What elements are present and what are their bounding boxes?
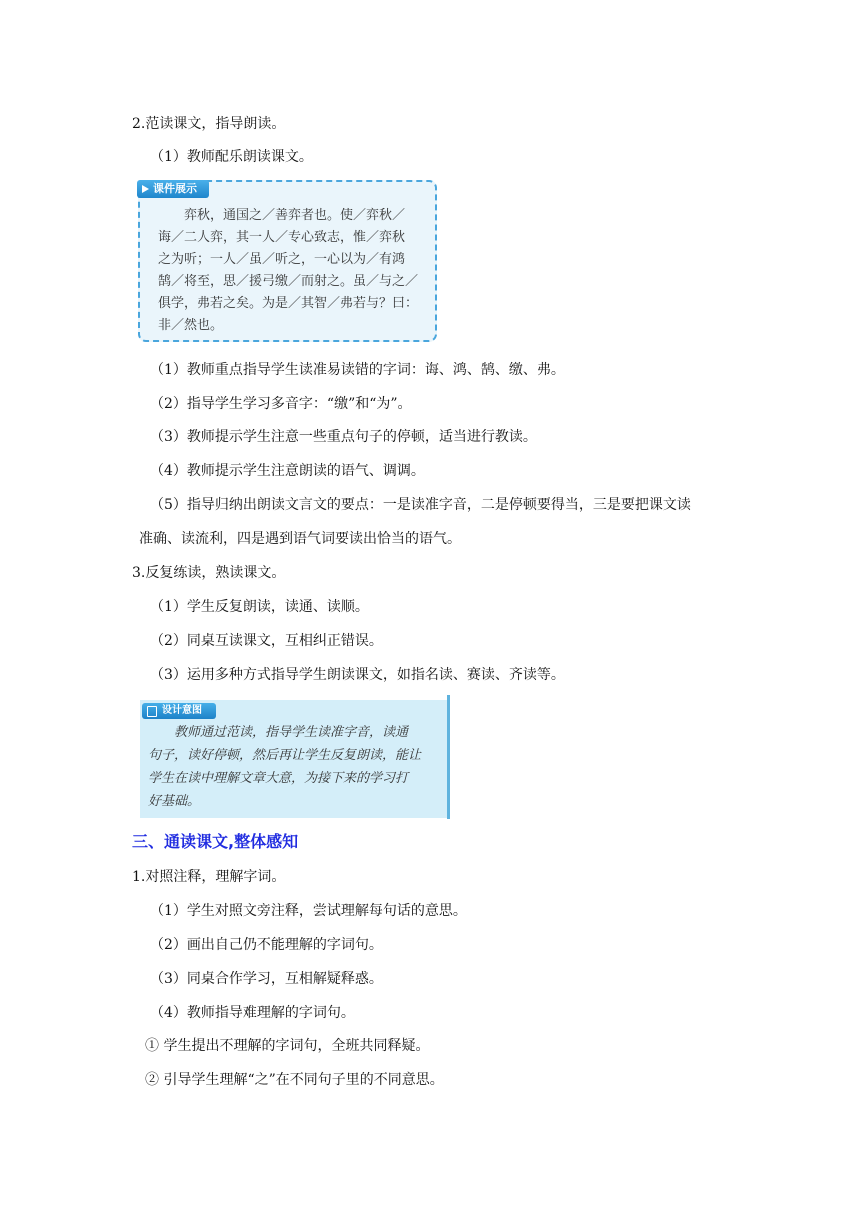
section3-item-3: （3）同桌合作学习，互相解疑释惑。 <box>150 971 383 987</box>
courseware-line: 诲／二人弈，其一人／专心致志，惟／弈秋 <box>158 230 406 245</box>
section3-step-1-title: 1.对照注释，理解字词。 <box>132 869 286 885</box>
play-triangle-icon <box>142 185 149 193</box>
step-2-detail-4: （4）教师提示学生注意朗读的语气、调调。 <box>150 463 425 479</box>
step-3-item-2: （2）同桌互读课文，互相纠正错误。 <box>150 633 383 649</box>
step-2-detail-5: （5）指导归纳出朗读文言文的要点：一是读准字音，二是停顿要得当，三是要把课文读 <box>150 497 691 513</box>
section3-circled-2: ② 引导学生理解“之”在不同句子里的不同意思。 <box>145 1072 444 1088</box>
section3-item-4: （4）教师指导难理解的字词句。 <box>150 1005 355 1021</box>
step-2-detail-5-cont: 准确、读流利，四是遇到语气词要读出恰当的语气。 <box>139 531 461 547</box>
step-3-item-3: （3）运用多种方式指导学生朗读课文，如指名读、赛读、齐读等。 <box>150 667 565 683</box>
section3-circled-1: ① 学生提出不理解的字词句，全班共同释疑。 <box>145 1038 430 1054</box>
design-intent-text <box>148 721 443 813</box>
design-intent-line: 教师通过范读，指导学生读准字音，读通 <box>174 725 409 740</box>
design-intent-line: 好基础。 <box>148 794 201 809</box>
design-intent-tag-label: 设计意图 <box>162 705 202 716</box>
step-2-detail-2: （2）指导学生学习多音字：“缴”和“为”。 <box>150 396 412 412</box>
courseware-line: 俱学，弗若之矣。为是／其智／弗若与？曰： <box>158 296 419 311</box>
design-intent-bar <box>447 695 450 819</box>
step-2-title: 2.范读课文，指导朗读。 <box>132 116 286 132</box>
section3-item-1: （1）学生对照文旁注释，尝试理解每句话的意思。 <box>150 903 467 919</box>
step-2-detail-1: （1）教师重点指导学生读准易读错的字词：诲、鸿、鹄、缴、弗。 <box>150 362 565 378</box>
step-3-item-1: （1）学生反复朗读，读通、读顺。 <box>150 599 369 615</box>
courseware-line: 非／然也。 <box>158 318 224 333</box>
section3-item-2: （2）画出自己仍不能理解的字词句。 <box>150 937 383 953</box>
section-heading: 三、通读课文,整体感知 <box>132 832 299 851</box>
design-intent-line: 句子，读好停顿，然后再让学生反复朗读，能让 <box>148 748 422 763</box>
step-2-item-1: （1）教师配乐朗读课文。 <box>150 149 313 165</box>
courseware-line: 鹄／将至，思／援弓缴／而射之。虽／与之／ <box>158 274 419 289</box>
clipboard-icon <box>147 706 157 717</box>
step-3-title: 3.反复练读，熟读课文。 <box>132 565 286 581</box>
design-intent-tag <box>142 703 216 719</box>
design-intent-line: 学生在读中理解文章大意，为接下来的学习打 <box>148 771 409 786</box>
courseware-tag <box>137 180 209 198</box>
courseware-line: 弈秋，通国之／善弈者也。使／弈秋／ <box>184 208 406 223</box>
step-2-detail-3: （3）教师提示学生注意一些重点句子的停顿，适当进行教读。 <box>150 429 537 445</box>
courseware-tag-label: 课件展示 <box>153 182 197 195</box>
courseware-text <box>158 205 430 337</box>
courseware-line: 之为听；一人／虽／听之，一心以为／有鸿 <box>158 252 406 267</box>
